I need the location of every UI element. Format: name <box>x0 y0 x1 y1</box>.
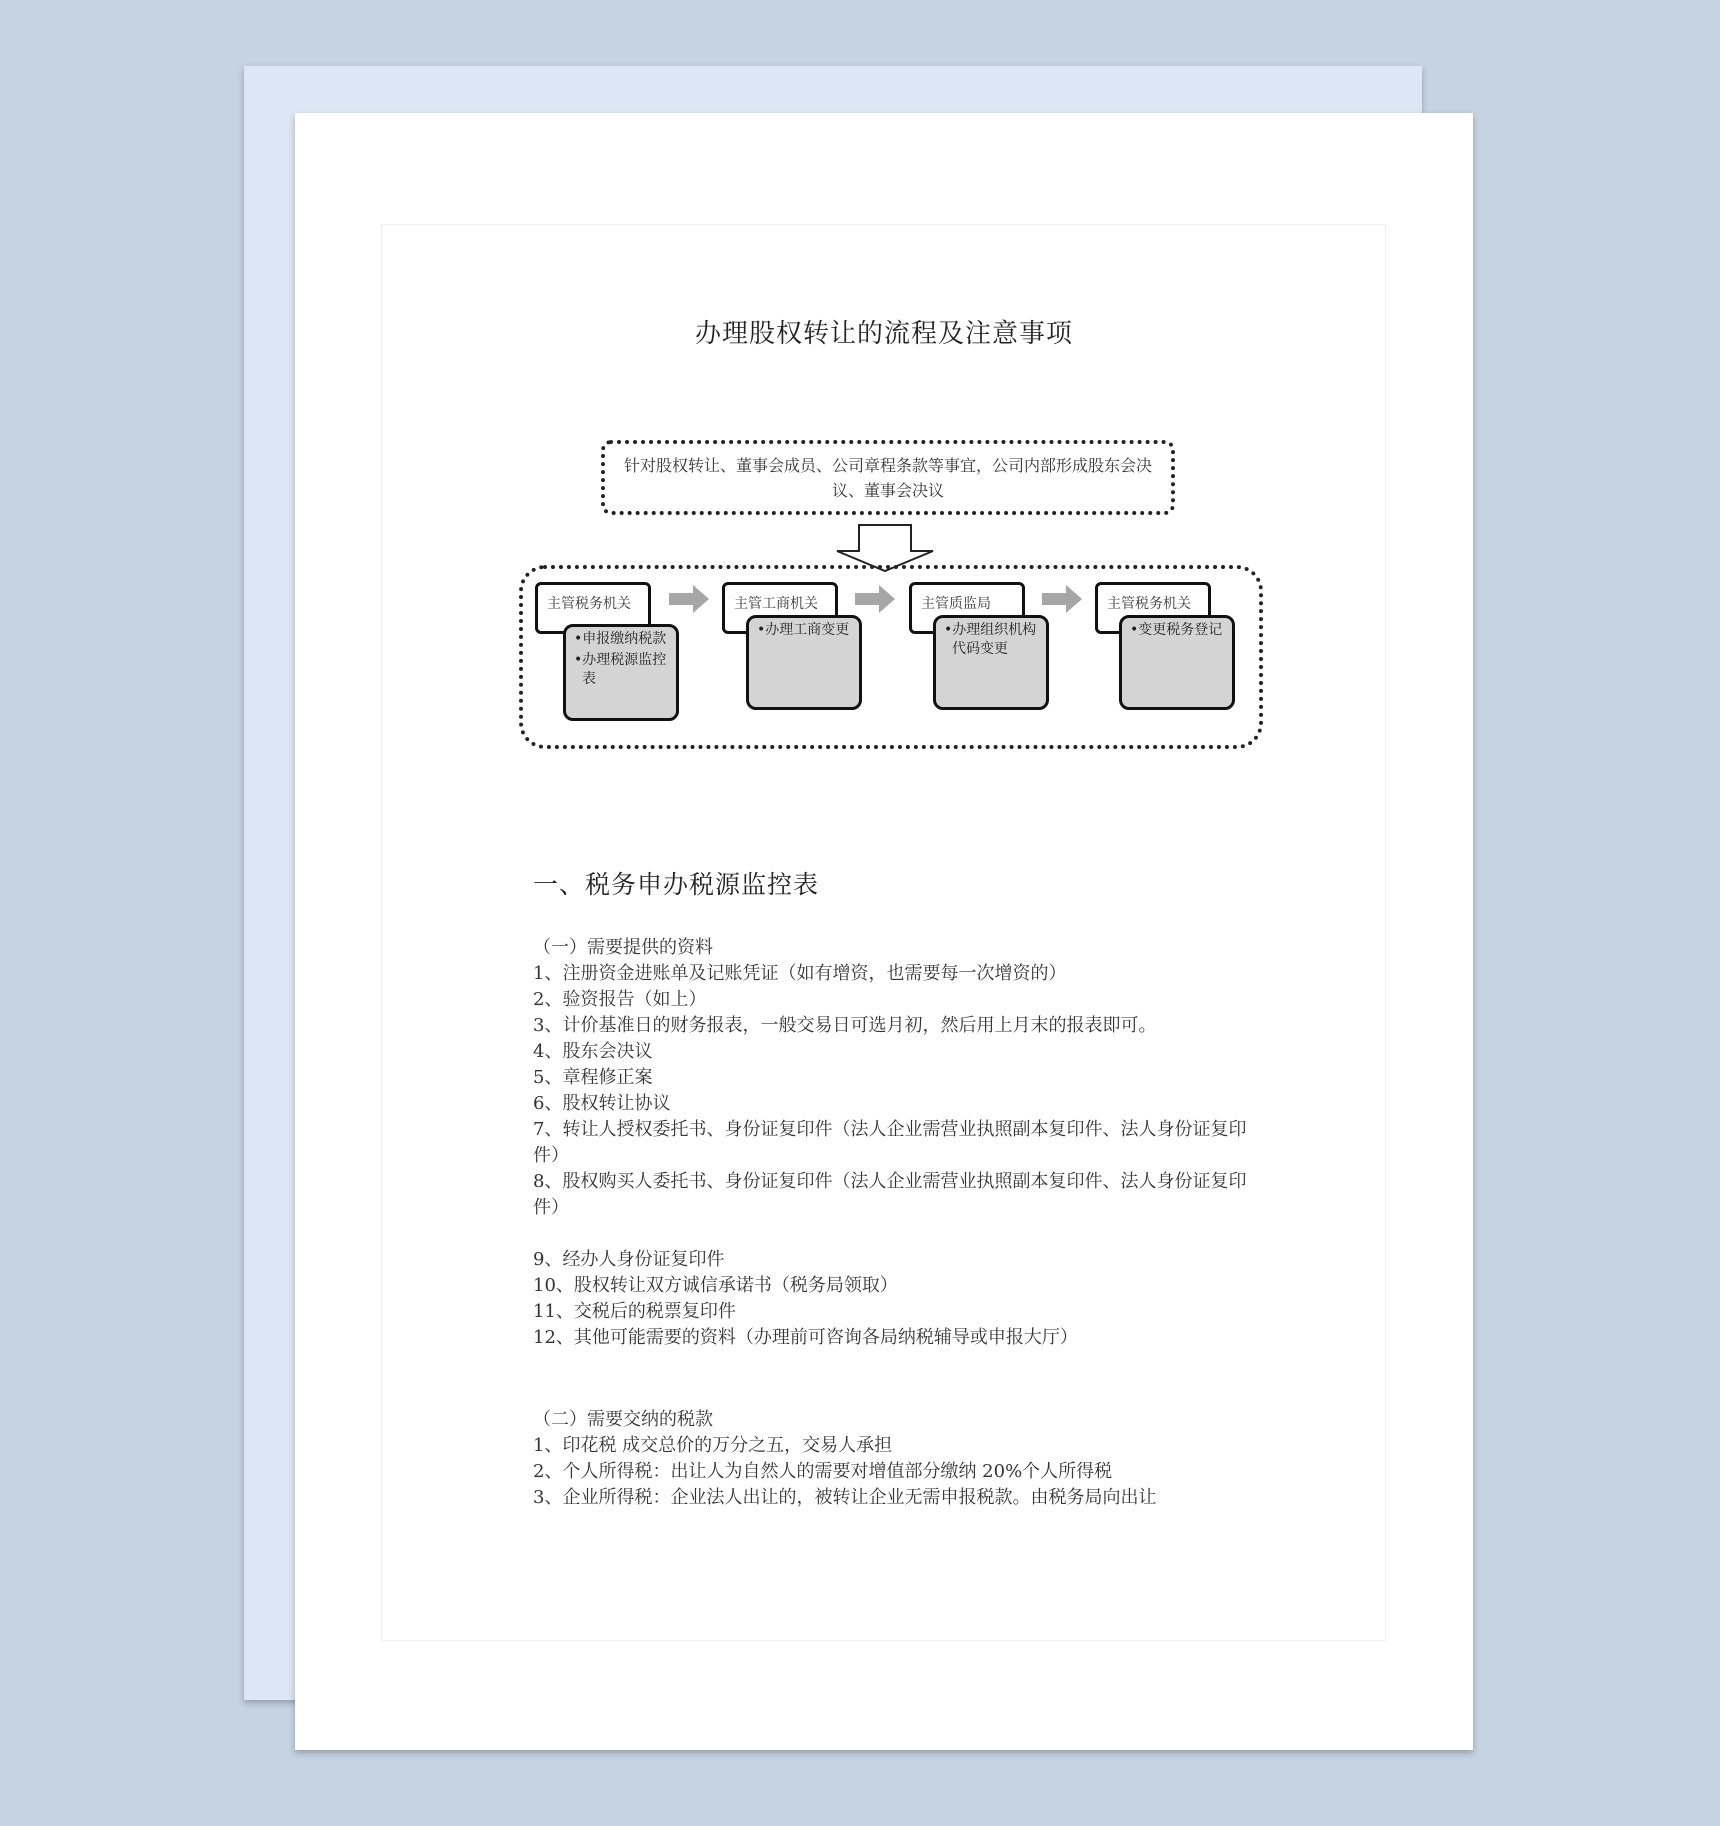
flowchart-top-box-text: 针对股权转让、董事会成员、公司章程条款等事宜，公司内部形成股东会决议、董事会决议 <box>623 455 1152 500</box>
list-item: 2、验资报告（如上） <box>533 989 707 1010</box>
step-2-head-label: 主管工商机关 <box>734 596 818 612</box>
list-item: 1、印花税 成交总价的万分之五，交易人承担 <box>533 1435 893 1456</box>
flowchart-top-box <box>601 440 1175 515</box>
step-3-head-label: 主管质监局 <box>921 596 991 612</box>
step-2-body <box>746 615 862 710</box>
step-3-item-1: •办理组织机构代码变更 <box>944 622 1037 657</box>
list-item: 11、交税后的税票复印件 <box>533 1301 736 1322</box>
step-1-body <box>563 624 679 721</box>
materials-heading: （一）需要提供的资料 <box>533 937 713 958</box>
section-heading: 一、税务申办税源监控表 <box>533 870 820 899</box>
list-item: 7、转让人授权委托书、身份证复印件（法人企业需营业执照副本复印件、法人身份证复印件） <box>533 1119 1247 1166</box>
right-arrow-icon <box>669 585 709 613</box>
step-1-item-1: •申报缴纳税款 <box>574 631 667 647</box>
taxes-list <box>533 1407 1253 1511</box>
list-item: 8、股权购买人委托书、身份证复印件（法人企业需营业执照副本复印件、法人身份证复印件） <box>533 1171 1247 1218</box>
list-item: 2、个人所得税：出让人为自然人的需要对增值部分缴纳 20%个人所得税 <box>533 1461 1113 1482</box>
spacer <box>533 1221 1253 1247</box>
step-4-body <box>1119 615 1235 710</box>
document-title: 办理股权转让的流程及注意事项 <box>694 319 1073 349</box>
step-1-head-label: 主管税务机关 <box>547 596 631 612</box>
right-arrow-icon <box>1042 585 1082 613</box>
list-item: 6、股权转让协议 <box>533 1093 671 1114</box>
list-item: 1、注册资金进账单及记账凭证（如有增资，也需要每一次增资的） <box>533 963 1067 984</box>
list-item: 5、章程修正案 <box>533 1067 653 1088</box>
document-page <box>295 113 1473 1750</box>
list-item: 3、企业所得税：企业法人出让的，被转让企业无需申报税款。由税务局向出让 <box>533 1487 1157 1508</box>
list-item: 4、股东会决议 <box>533 1041 653 1062</box>
materials-list <box>533 935 1253 1351</box>
right-arrow-icon <box>855 585 895 613</box>
step-2-item-1: •办理工商变更 <box>757 622 850 638</box>
list-item: 10、股权转让双方诚信承诺书（税务局领取） <box>533 1275 898 1296</box>
list-item: 9、经办人身份证复印件 <box>533 1249 725 1270</box>
list-item: 3、计价基准日的财务报表，一般交易日可选月初，然后用上月末的报表即可。 <box>533 1015 1157 1036</box>
flowchart <box>295 113 1473 813</box>
step-4-head-label: 主管税务机关 <box>1107 596 1191 612</box>
taxes-heading: （二）需要交纳的税款 <box>533 1409 713 1430</box>
step-3-body <box>933 615 1049 710</box>
step-4-item-1: •变更税务登记 <box>1130 622 1223 638</box>
list-item: 12、其他可能需要的资料（办理前可咨询各局纳税辅导或申报大厅） <box>533 1327 1078 1348</box>
step-1-item-2: •办理税源监控表 <box>574 652 667 687</box>
